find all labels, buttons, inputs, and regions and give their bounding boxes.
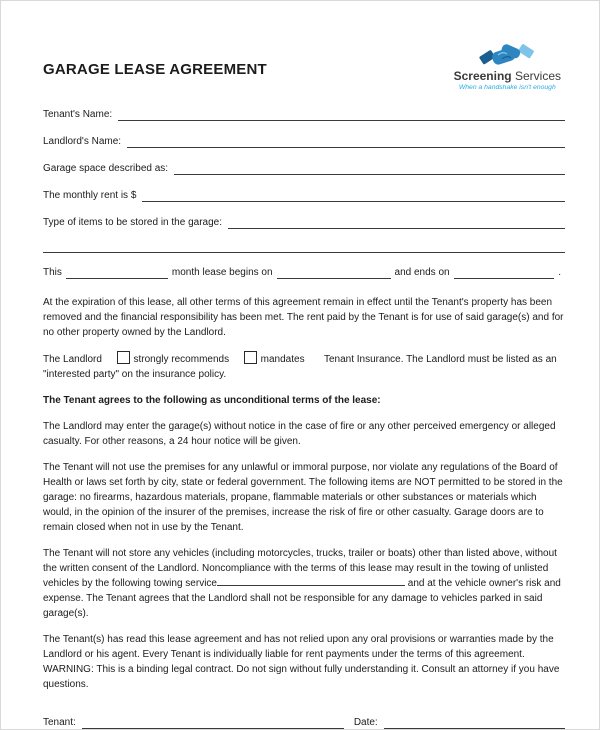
field-input-stored-items-continuation[interactable]	[43, 243, 565, 253]
field-input-stored-items[interactable]	[228, 216, 565, 229]
field-tenant-name	[43, 108, 565, 121]
insurance-option-mandates: mandates	[260, 354, 305, 365]
field-input-garage-description[interactable]	[174, 162, 565, 175]
vehicles-text-after: and at the vehicle owner's risk and expense. The Tenant agrees that the Landlord shall not be responsible for any damage to vehicles parked in said garage(s).	[43, 578, 561, 619]
field-garage-description	[43, 162, 565, 175]
clause-entry: The Landlord may enter the garage(s) without notice in the case of fire or any other perceived emergency or alleged casualty. For other reasons, a 24 hour notice will be given.	[43, 421, 556, 447]
lease-begin-date-input[interactable]	[277, 266, 391, 279]
field-landlord-name	[43, 135, 565, 148]
lease-term-text-ends: and ends on	[394, 267, 450, 278]
company-logo	[454, 39, 561, 92]
vehicles-text-before: The Tenant will not store any vehicles (including motorcycles, trucks, trailer or boats) other than listed above, without the written consent of the Landlord. Noncompliance with the terms of this lease may result in the towing of unlisted vehicles by the following towing service	[43, 548, 557, 589]
document-header	[43, 37, 565, 92]
field-label-monthly-rent: The monthly rent is $	[43, 190, 137, 201]
signature-tenant-label: Tenant:	[43, 717, 76, 728]
lease-term-text-this: This	[43, 267, 62, 278]
field-label-landlord-name: Landlord's Name:	[43, 136, 122, 147]
field-input-tenant-name[interactable]	[118, 108, 565, 121]
signature-tenant-input[interactable]	[82, 716, 344, 729]
signature-date-label: Date:	[353, 717, 378, 728]
clause-acknowledgement: The Tenant(s) has read this lease agreement and has not relied upon any oral provisions or warranties made by the Landlord or his agent. Every Tenant is individually liable for rent payments under the terms of this agreement. WARNING: This is a binding legal contract. Do not sign without fully understanding it. Consult an attorney if you have questions.	[43, 634, 560, 690]
towing-service-input[interactable]	[217, 576, 405, 586]
field-input-landlord-name[interactable]	[127, 135, 565, 148]
handshake-icon	[479, 39, 535, 69]
signature-row	[43, 716, 565, 729]
brand-name	[454, 70, 561, 83]
lease-term-text-period: .	[558, 267, 561, 278]
signature-date-input[interactable]	[384, 716, 565, 729]
lease-duration-input[interactable]	[66, 266, 168, 279]
brand-name-bold: Screening	[453, 69, 512, 83]
lease-term-text-begins: month lease begins on	[171, 267, 273, 278]
lease-end-date-input[interactable]	[454, 266, 555, 279]
clause-expiration: At the expiration of this lease, all other terms of this agreement remain in effect until the Tenant's property has been removed and the financial responsibility has been met. The rent paid by the Tenant is for use of said garage(s) and for no other property owned by the Landlord.	[43, 297, 564, 338]
lease-term-sentence	[43, 266, 565, 279]
brand-name-regular: Services	[511, 69, 561, 83]
field-label-tenant-name: Tenant's Name:	[43, 109, 113, 120]
strongly-recommends-checkbox[interactable]	[117, 351, 130, 364]
field-monthly-rent	[43, 189, 565, 202]
insurance-text-after: Tenant Insurance. The Landlord must be listed as an "interested party" on the insurance policy.	[43, 354, 557, 380]
brand-tagline: When a handshake isn't enough	[458, 84, 556, 91]
field-input-monthly-rent[interactable]	[142, 189, 565, 202]
clause-premises-use: The Tenant will not use the premises for any unlawful or immoral purpose, nor violate any regulations of the Board of Health or laws set forth by city, state or federal government. The following items are NOT permitted to be stored in the garage: no firearms, hazardous materials, propane, flammable materials or other substances or materials which would, in the opinion of the insurer of the premises, increase the risk of fire or other casualty. Garage doors are to remain closed when not in use by the Tenant.	[43, 462, 563, 533]
mandates-checkbox[interactable]	[244, 351, 257, 364]
field-label-stored-items: Type of items to be stored in the garage:	[43, 217, 222, 228]
insurance-option-recommends: strongly recommends	[133, 354, 230, 365]
terms-heading: The Tenant agrees to the following as unconditional terms of the lease:	[43, 395, 381, 406]
clause-insurance	[43, 351, 565, 382]
field-stored-items	[43, 216, 565, 229]
field-label-garage-description: Garage space described as:	[43, 163, 169, 174]
clause-vehicles	[43, 546, 565, 621]
page-title: GARAGE LEASE AGREEMENT	[43, 61, 267, 78]
insurance-text-before: The Landlord	[43, 354, 102, 365]
